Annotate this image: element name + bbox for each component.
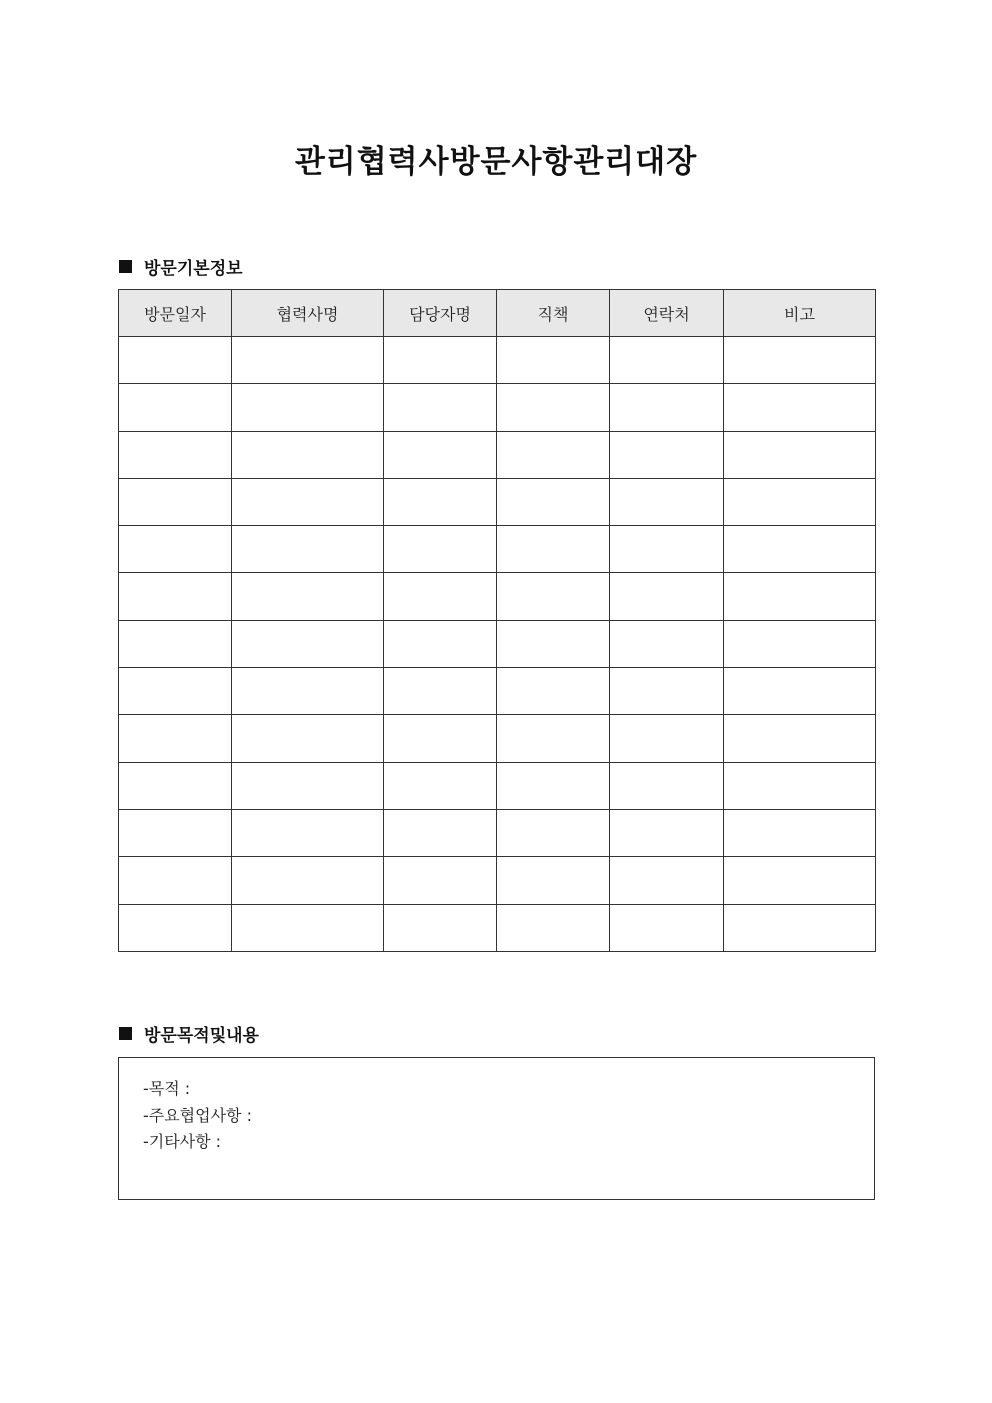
table-cell[interactable] <box>610 809 724 856</box>
document-title: 관리협력사방문사항관리대장 <box>294 144 698 180</box>
table-cell[interactable] <box>724 526 876 573</box>
table-row <box>119 904 876 951</box>
table-cell[interactable] <box>384 668 497 715</box>
table-cell[interactable] <box>232 337 384 384</box>
table-cell[interactable] <box>384 337 497 384</box>
table-cell[interactable] <box>497 526 610 573</box>
table-cell[interactable] <box>610 904 724 951</box>
table-cell[interactable] <box>610 431 724 478</box>
table-cell[interactable] <box>724 573 876 620</box>
table-cell[interactable] <box>119 809 232 856</box>
table-cell[interactable] <box>724 809 876 856</box>
table-cell[interactable] <box>384 762 497 809</box>
table-cell[interactable] <box>232 809 384 856</box>
table-cell[interactable] <box>610 337 724 384</box>
table-cell[interactable] <box>232 620 384 667</box>
table-cell[interactable] <box>497 384 610 431</box>
table-cell[interactable] <box>724 337 876 384</box>
table-cell[interactable] <box>497 809 610 856</box>
table-cell[interactable] <box>610 478 724 525</box>
table-cell[interactable] <box>724 478 876 525</box>
table-header-row <box>119 290 876 337</box>
table-cell[interactable] <box>724 904 876 951</box>
visit-info-table <box>118 289 876 952</box>
table-cell[interactable] <box>724 762 876 809</box>
table-cell[interactable] <box>610 715 724 762</box>
purpose-content-box[interactable] <box>118 1057 875 1200</box>
table-cell[interactable] <box>232 478 384 525</box>
table-row <box>119 384 876 431</box>
table-cell[interactable] <box>232 857 384 904</box>
table-cell[interactable] <box>724 668 876 715</box>
table-row <box>119 668 876 715</box>
table-body <box>119 337 876 952</box>
table-cell[interactable] <box>497 857 610 904</box>
column-header-phone: 연락처 <box>610 290 724 337</box>
table-cell[interactable] <box>119 478 232 525</box>
table-row <box>119 431 876 478</box>
table-cell[interactable] <box>497 668 610 715</box>
other-matters-line: -기타사항 : <box>143 1132 222 1151</box>
column-header-position: 직책 <box>497 290 610 337</box>
table-cell[interactable] <box>119 573 232 620</box>
table-cell[interactable] <box>119 384 232 431</box>
table-row <box>119 762 876 809</box>
table-cell[interactable] <box>724 384 876 431</box>
table-cell[interactable] <box>384 478 497 525</box>
table-cell[interactable] <box>119 526 232 573</box>
table-cell[interactable] <box>232 762 384 809</box>
table-cell[interactable] <box>384 526 497 573</box>
table-cell[interactable] <box>610 620 724 667</box>
table-row <box>119 809 876 856</box>
table-cell[interactable] <box>119 620 232 667</box>
table-row <box>119 620 876 667</box>
table-cell[interactable] <box>119 431 232 478</box>
table-row <box>119 526 876 573</box>
table-cell[interactable] <box>497 431 610 478</box>
table-cell[interactable] <box>232 526 384 573</box>
table-cell[interactable] <box>497 904 610 951</box>
table-cell[interactable] <box>724 857 876 904</box>
table-cell[interactable] <box>610 762 724 809</box>
table-cell[interactable] <box>232 431 384 478</box>
table-cell[interactable] <box>384 620 497 667</box>
table-cell[interactable] <box>497 573 610 620</box>
section-heading-label: 방문목적및내용 <box>144 1026 259 1046</box>
section-heading-basic-info <box>119 254 243 279</box>
square-bullet-icon <box>119 260 132 273</box>
table-cell[interactable] <box>232 715 384 762</box>
table-cell[interactable] <box>384 384 497 431</box>
table-cell[interactable] <box>497 715 610 762</box>
section-heading-label: 방문기본정보 <box>144 259 243 279</box>
table-cell[interactable] <box>384 857 497 904</box>
table-cell[interactable] <box>497 620 610 667</box>
table-cell[interactable] <box>384 431 497 478</box>
table-row <box>119 715 876 762</box>
table-cell[interactable] <box>610 573 724 620</box>
main-cooperation-line: -주요협업사항 : <box>143 1105 252 1125</box>
square-bullet-icon <box>119 1027 132 1040</box>
table-cell[interactable] <box>232 668 384 715</box>
table-cell[interactable] <box>384 904 497 951</box>
table-cell[interactable] <box>497 762 610 809</box>
table-cell[interactable] <box>119 904 232 951</box>
table-cell[interactable] <box>610 384 724 431</box>
table-cell[interactable] <box>610 857 724 904</box>
table-cell[interactable] <box>119 715 232 762</box>
table-cell[interactable] <box>384 715 497 762</box>
table-cell[interactable] <box>610 526 724 573</box>
table-cell[interactable] <box>232 904 384 951</box>
table-cell[interactable] <box>610 668 724 715</box>
table-cell[interactable] <box>384 809 497 856</box>
table-cell[interactable] <box>119 337 232 384</box>
table-cell[interactable] <box>724 620 876 667</box>
table-row <box>119 337 876 384</box>
table-row <box>119 857 876 904</box>
table-cell[interactable] <box>724 715 876 762</box>
table-cell[interactable] <box>119 668 232 715</box>
table-cell[interactable] <box>724 431 876 478</box>
column-header-visit-date: 방문일자 <box>119 290 232 337</box>
table-cell[interactable] <box>497 337 610 384</box>
column-header-remarks: 비고 <box>724 290 876 337</box>
column-header-partner-name: 협력사명 <box>232 290 384 337</box>
purpose-line: -목적 : <box>143 1079 191 1098</box>
section-heading-purpose <box>119 1021 259 1046</box>
column-header-contact-person: 담당자명 <box>384 290 497 337</box>
table-cell[interactable] <box>497 478 610 525</box>
table-row <box>119 478 876 525</box>
table-cell[interactable] <box>384 573 497 620</box>
table-cell[interactable] <box>232 384 384 431</box>
table-cell[interactable] <box>232 573 384 620</box>
table-cell[interactable] <box>119 762 232 809</box>
table-cell[interactable] <box>119 857 232 904</box>
table-row <box>119 573 876 620</box>
